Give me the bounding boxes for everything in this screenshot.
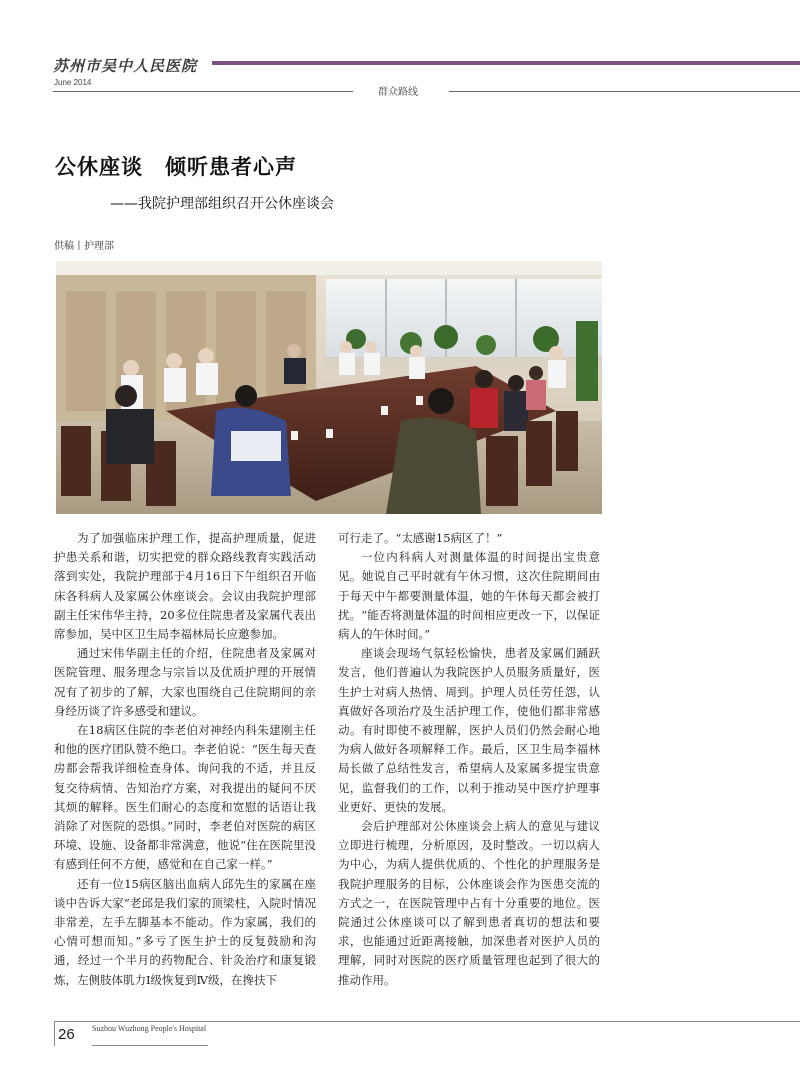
body-column-right xyxy=(338,529,600,990)
paragraph: 为了加强临床护理工作，提高护理质量，促进护患关系和谐，切实把党的群众路线教育实践活动落到实处，我院护理部于4月16日下午组织召开临床各科病人及家属公休座谈会。会议由我院护理部副主任宋伟华主持，20多位住院患者及家属代表出席参加，吴中区卫生局李福林局长应邀参加。 xyxy=(54,531,316,642)
paragraph-continuation: 可行走了。“太感谢15病区了！” xyxy=(338,531,503,545)
paragraph: 在18病区住院的李老伯对神经内科朱建刚主任和他的医疗团队赞不绝口。李老伯说：“医生每天查房都会帮我详细检查身体、询问我的不适，并且反复交待病情、告知治疗方案，对我提出的疑问不厌其烦的解释。医生们耐心的态度和宽慰的话语让我消除了对医院的恐惧。”同时，李老伯对医院的病区环境、设施、设备都非常满意，他说“住在医院里没有感到任何不方便，感觉和在自己家一样。” xyxy=(54,723,316,872)
paragraph: 座谈会现场气氛轻松愉快，患者及家属们踊跃发言，他们普遍认为我院医护人员服务质量好，医生护士对病人热情、周到。护理人员任劳任怨，认真做好各项治疗及生活护理工作，使他们都非常感动。有时即使不被理解，医护人员们仍然会耐心地为病人做好各项解释工作。最后，区卫生局李福林局长做了总结性发言，希望病人及家属多提宝贵意见，监督我们的工作，以利于推动吴中医疗护理事业更好、更快的发展。 xyxy=(338,646,600,814)
issue-date: June 2014 xyxy=(54,78,92,87)
header-accent-bar xyxy=(212,61,800,65)
body-column-left xyxy=(54,529,316,990)
article-byline: 供稿丨护理部 xyxy=(54,241,114,252)
footer-hospital-name: Suzhou Wuzhong People's Hospital xyxy=(92,1024,207,1033)
page-number: 26 xyxy=(58,1026,75,1043)
paragraph: 通过宋伟华副主任的介绍，住院患者及家属对医院管理、服务理念与宗旨以及优质护理的开展情况有了初步的了解，大家也围绕自己住院期间的亲身经历谈了许多感受和建议。 xyxy=(54,646,316,718)
hospital-name: 苏州市吴中人民医院 xyxy=(53,57,198,75)
paragraph: 一位内科病人对测量体温的时间提出宝贵意见。她说自己平时就有午休习惯，这次住院期间由于每天中午都要测量体温，她的午休每天都会被打扰。“能否将测量体温的时间相应更改一下，以保证病人的午休时间。” xyxy=(338,550,600,642)
article-subtitle: ——我院护理部组织召开公休座谈会 xyxy=(110,196,334,212)
meeting-photo xyxy=(56,261,602,514)
article-title: 公休座谈 倾听患者心声 xyxy=(55,155,297,179)
footer-underline xyxy=(92,1045,208,1046)
section-label: 群众路线 xyxy=(378,87,418,98)
page-number-box xyxy=(54,1022,55,1046)
paragraph: 还有一位15病区脑出血病人邱先生的家属在座谈中告诉大家“老邱是我们家的顶梁柱，入院时情况非常差，左手左脚基本不能动。作为家属，我们的心情可想而知。”多亏了医生护士的反复鼓励和沟通，经过一个半月的药物配合、针灸治疗和康复锻炼，左侧肢体肌力Ⅰ级恢复到Ⅳ级，在搀扶下 xyxy=(54,876,316,987)
header-divider-right xyxy=(449,91,800,92)
paragraph: 会后护理部对公休座谈会上病人的意见与建议立即进行梳理，分析原因，及时整改。一切以病人为中心，为病人提供优质的、个性化的护理服务是我院护理服务的目标，公休座谈会作为医患交流的方式之一，在医院管理中占有十分重要的地位。医院通过公休座谈可以了解到患者真切的想法和要求，也能通过近距离接触，加深患者对医护人员的理解，同时对医院的医疗质量管理也起到了很大的推动作用。 xyxy=(338,819,600,987)
header-divider-left xyxy=(53,91,353,92)
footer-divider xyxy=(54,1021,800,1022)
